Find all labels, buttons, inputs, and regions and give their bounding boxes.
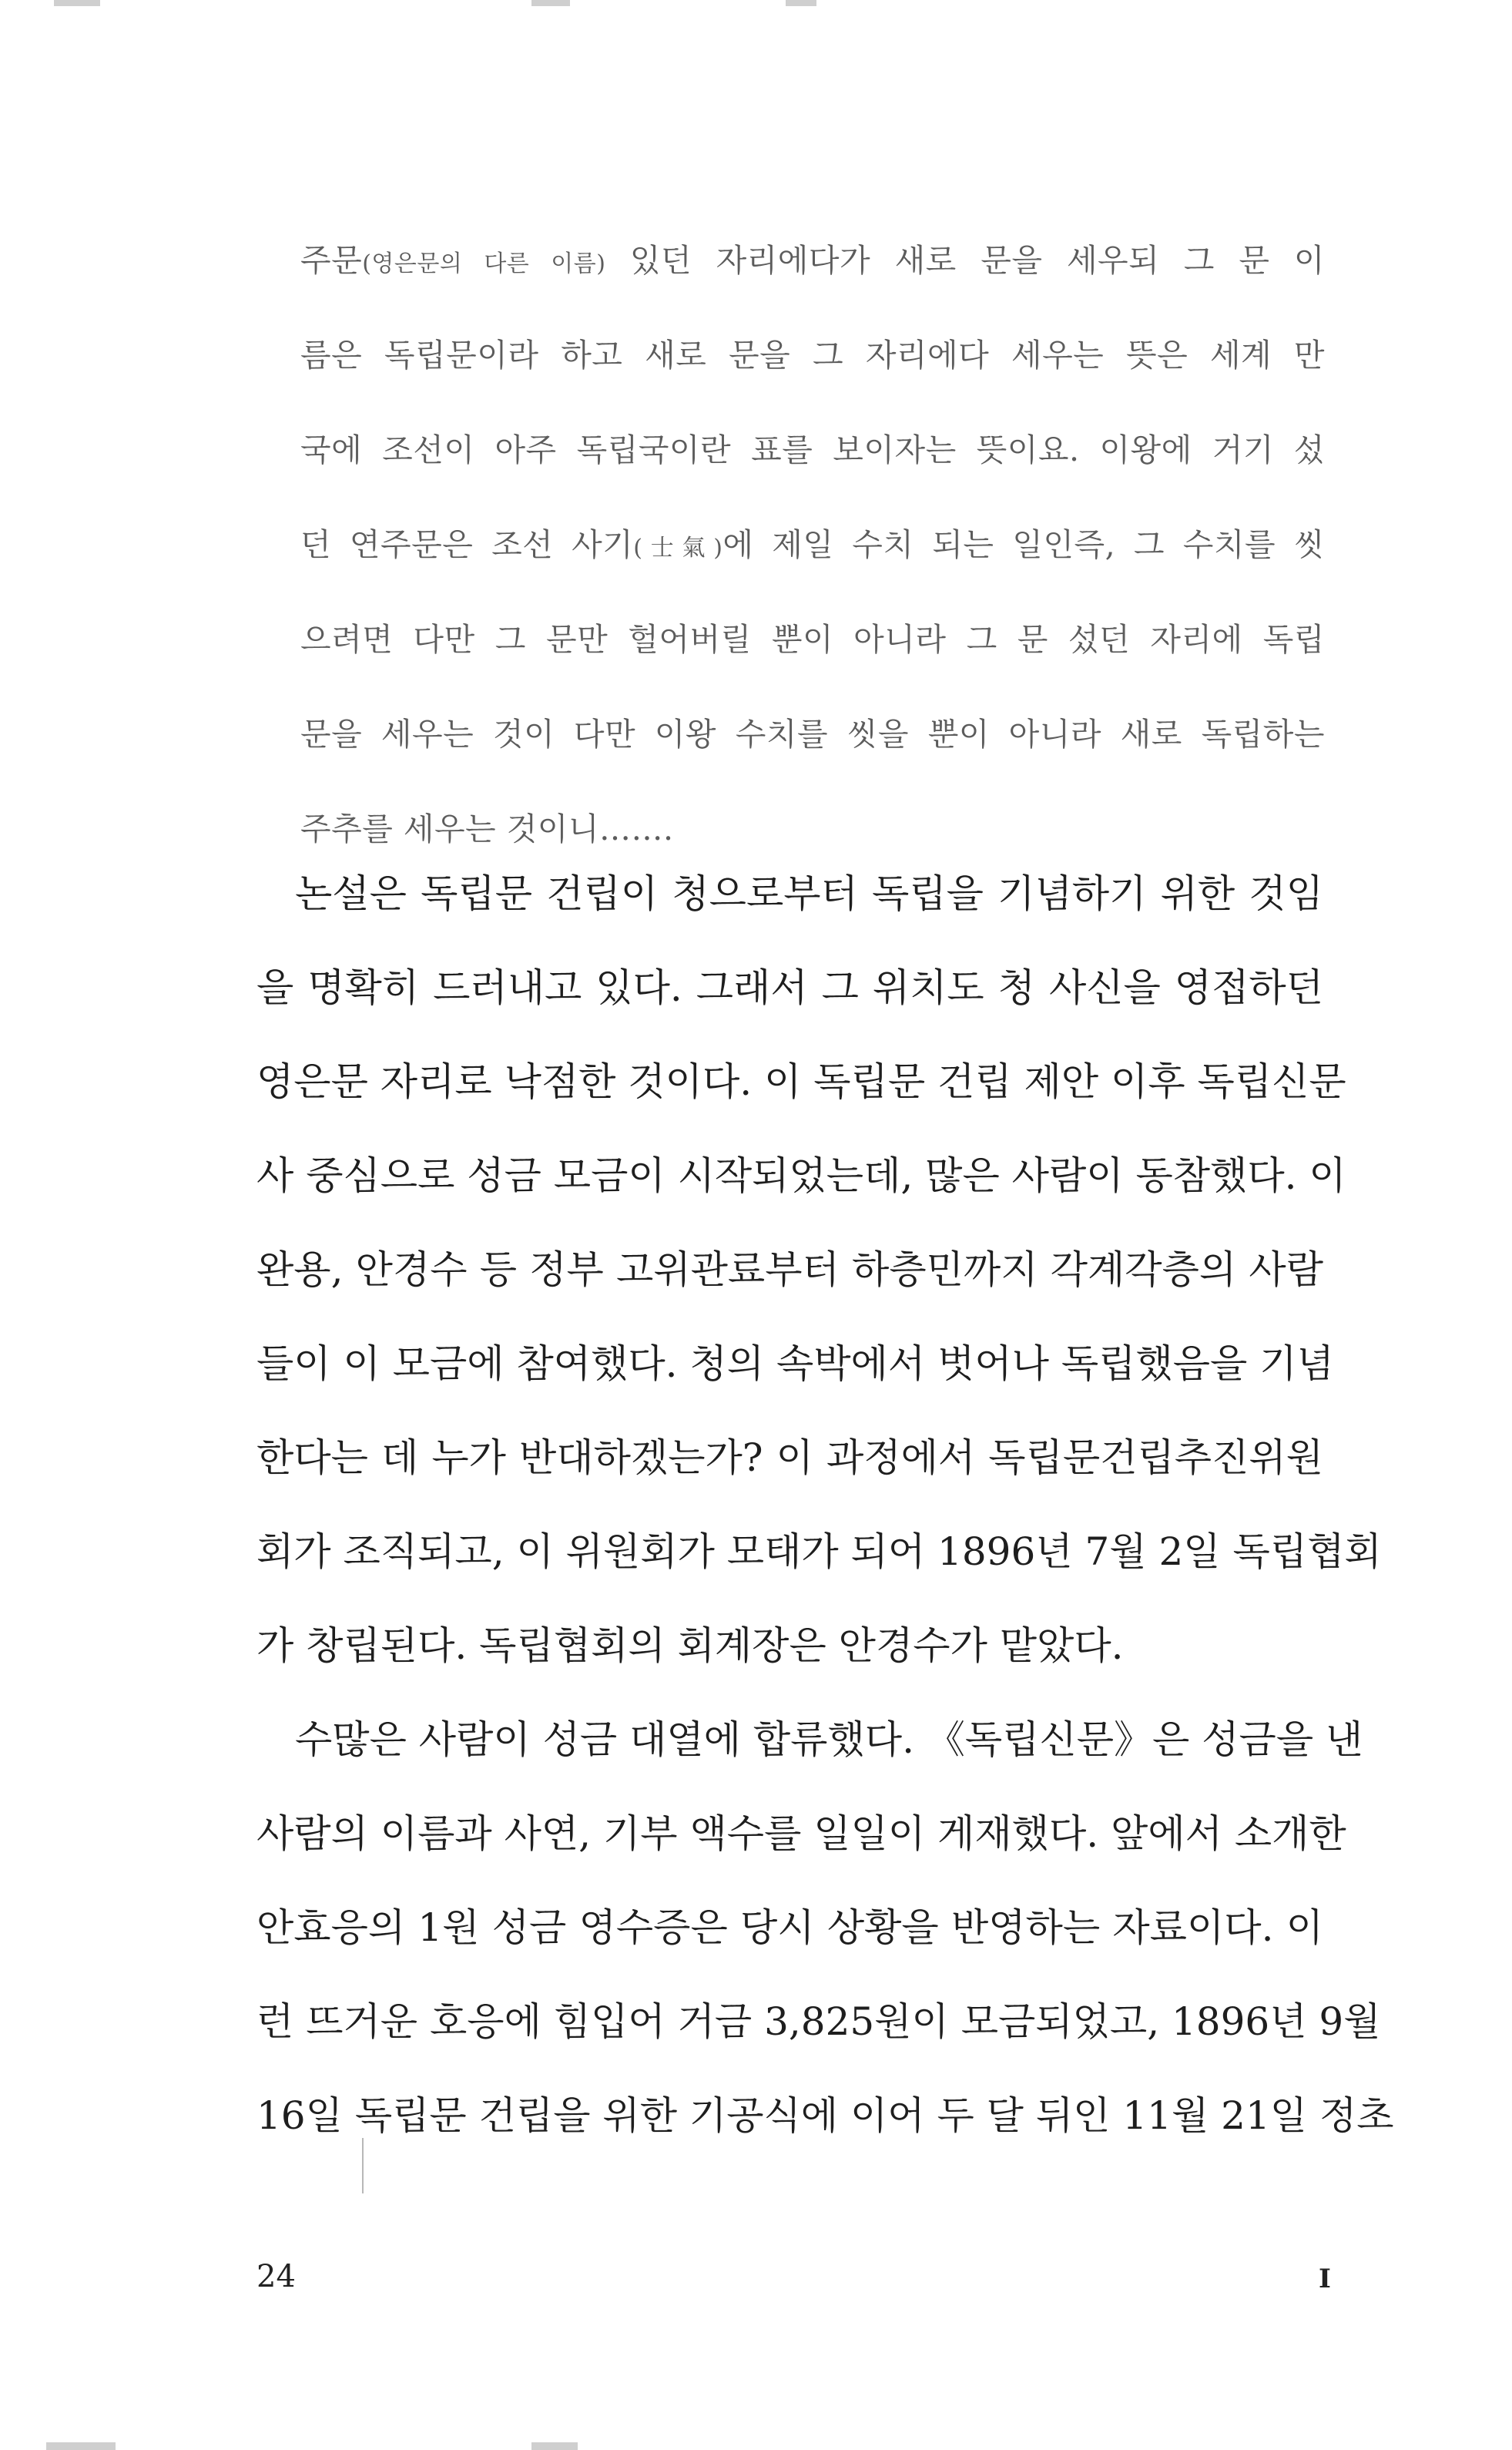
body-paragraphs (256, 871, 1394, 2190)
top-edge-mark (54, 0, 100, 6)
inline-note: (士氣) (633, 535, 723, 562)
page-number: 24 (256, 2259, 296, 2294)
bottom-edge-mark (46, 2442, 116, 2450)
block-quote (300, 242, 1325, 908)
paragraph-line: 가 창립된다. 독립협회의 회계장은 안경수가 맡았다. (256, 1623, 1124, 1668)
corner-mark: I (1319, 2264, 1331, 2294)
paragraph-line: 을 명확히 드러내고 있다. 그래서 그 위치도 청 사신을 영접하던 (256, 965, 1323, 1010)
top-edge-mark (531, 0, 570, 6)
paragraph-line: 수많은 사람이 성금 대열에 합류했다. 《독립신문》은 성금을 낸 (295, 1717, 1363, 1762)
paragraph-line: 논설은 독립문 건립이 청으로부터 독립을 기념하기 위한 것임 (295, 871, 1323, 916)
quote-line: 으려면 다만 그 문만 헐어버릴 뿐이 아니라 그 문 섰던 자리에 독립 (300, 621, 1325, 658)
top-edge-mark (786, 0, 816, 6)
quote-line: 문을 세우는 것이 다만 이왕 수치를 씻을 뿐이 아니라 새로 독립하는 (300, 716, 1325, 753)
quote-line: 주추를 세우는 것이니……. (300, 811, 674, 847)
paragraph-line: 회가 조직되고, 이 위원회가 모태가 되어 1896년 7월 2일 독립협회 (256, 1529, 1382, 1574)
paragraph-line: 한다는 데 누가 반대하겠는가? 이 과정에서 독립문건립추진위원 (256, 1435, 1323, 1480)
gutter-rule (362, 2138, 364, 2193)
paragraph-line: 사 중심으로 성금 모금이 시작되었는데, 많은 사람이 동참했다. 이 (256, 1153, 1346, 1198)
paragraph-line: 런 뜨거운 호응에 힘입어 거금 3,825원이 모금되었고, 1896년 9월 (256, 1999, 1381, 2044)
quote-line: 국에 조선이 아주 독립국이란 표를 보이자는 뜻이요. 이왕에 거기 섰 (300, 431, 1325, 468)
paragraph-line: 안효응의 1원 성금 영수증은 당시 상황을 반영하는 자료이다. 이 (256, 1905, 1323, 1950)
quote-line: 름은 독립문이라 하고 새로 문을 그 자리에다 세우는 뜻은 세계 만 (300, 337, 1325, 374)
inline-note: (영은문의 다른 이름) (362, 250, 606, 277)
paragraph-line: 영은문 자리로 낙점한 것이다. 이 독립문 건립 제안 이후 독립신문 (256, 1059, 1346, 1104)
quote-line: 던 연주문은 조선 사기(士氣)에 제일 수치 되는 일인즉, 그 수치를 씻 (300, 526, 1325, 563)
paragraph-line: 사람의 이름과 사연, 기부 액수를 일일이 게재했다. 앞에서 소개한 (256, 1811, 1346, 1856)
bottom-edge-mark (531, 2442, 578, 2450)
paragraph-line: 16일 독립문 건립을 위한 기공식에 이어 두 달 뒤인 11월 21일 정초 (256, 2093, 1394, 2138)
paragraph-line: 들이 이 모금에 참여했다. 청의 속박에서 벗어나 독립했음을 기념 (256, 1341, 1334, 1386)
paragraph-line: 완용, 안경수 등 정부 고위관료부터 하층민까지 각계각층의 사람 (256, 1247, 1323, 1292)
quote-line: 주문(영은문의 다른 이름) 있던 자리에다가 새로 문을 세우되 그 문 이 (300, 242, 1325, 279)
